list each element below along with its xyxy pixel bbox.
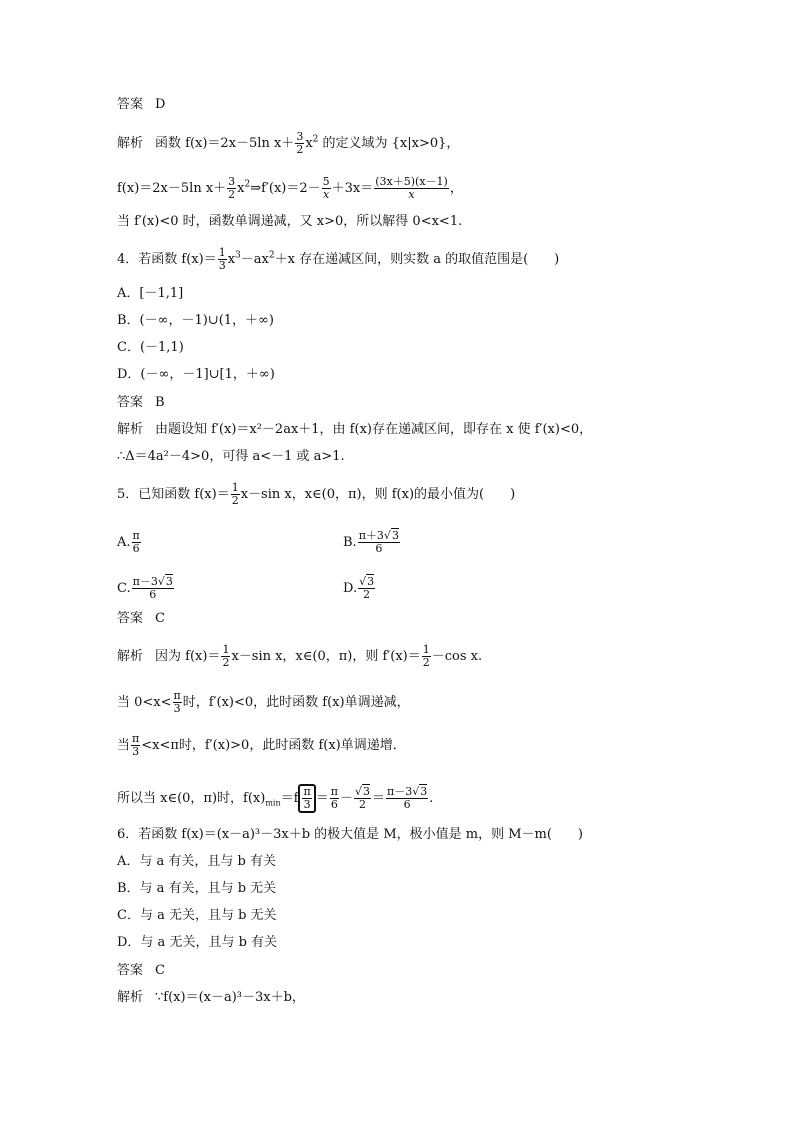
analysis-line-q6-1: [117, 989, 305, 1007]
text: －ax: [240, 252, 269, 267]
option-label: A.: [117, 535, 131, 550]
text: ＝: [315, 791, 329, 806]
answer-choice: C: [155, 963, 165, 978]
text: ＝: [371, 791, 385, 806]
numerator: π－3√3: [386, 785, 428, 798]
q4-option-a: A．[－1,1]: [117, 286, 184, 301]
answer-line-q3: [117, 96, 165, 114]
text: π＋3: [358, 529, 384, 542]
analysis-line-q3-1: 解析 函数 f(x)＝2x－5ln x＋ $\frac{3}{2}$ $x^2$ 的定义域为 {x|x>0}，: [117, 130, 460, 156]
answer-label: 答案: [117, 611, 144, 626]
fraction: [358, 530, 400, 555]
q5-option-b: [343, 530, 401, 555]
denominator: x: [408, 188, 415, 201]
text: 时，f′(x)<0，此时函数 f(x)单调递减，: [182, 695, 410, 710]
q6-option-c: C．与 a 无关，且与 b 无关: [117, 908, 277, 923]
q6-option-b: B．与 a 有关，且与 b 无关: [117, 881, 277, 896]
text: ∵f(x)＝(x－a)³－3x＋b，: [155, 990, 305, 1005]
denominator: 2: [363, 588, 371, 601]
question-6-stem: 6．若函数 f(x)＝(x－a)³－3x＋b 的极大值是 M，极小值是 m，则 M－m( ): [117, 827, 584, 842]
analysis-label: 解析: [117, 422, 144, 437]
subscript: min: [265, 798, 281, 808]
bracket: [298, 784, 315, 813]
text: 4．若函数 f(x)＝: [117, 252, 217, 267]
answer-line-q4: [117, 394, 165, 412]
fraction: [354, 786, 371, 811]
text: －cos x.: [431, 649, 483, 664]
text: ＋x 存在递减区间，则实数 a 的取值范围是( ): [274, 252, 560, 267]
denominator: 2: [222, 656, 230, 669]
answer-label: 答案: [117, 395, 144, 410]
numerator: π: [173, 689, 181, 702]
fraction: [374, 176, 449, 201]
answer-choice: D: [155, 97, 166, 112]
fraction: [173, 690, 182, 715]
text: <x<π时，f′(x)>0，此时函数 f(x)单调递增．: [141, 738, 406, 753]
fraction: [295, 131, 304, 156]
fraction: [231, 482, 240, 507]
q4-option-c: C．(－1,1): [117, 340, 184, 355]
numerator: π: [330, 785, 338, 798]
analysis-label: 解析: [117, 990, 144, 1005]
denominator: 3: [132, 745, 140, 758]
analysis-line-q3-2: f(x)＝2x－5ln x＋ $\frac{3}{2}$ $x^2\Rightarrow f'(x)=2-$ $\frac{5}{x}$ ＋3x＝ $\frac{(3x+5)(x-1)}{x}$ ，: [117, 175, 463, 201]
fraction: [386, 786, 428, 811]
text: x: [305, 136, 313, 151]
text: π－3: [132, 575, 158, 588]
text: x－sin x，x∈(0，π)，则 f′(x)＝: [231, 649, 421, 664]
option-label: D.: [343, 581, 358, 596]
analysis-label: 解析: [117, 136, 144, 151]
fraction: [322, 176, 331, 201]
numerator: (3x＋5)(x－1): [375, 175, 448, 188]
numerator: 1: [422, 643, 430, 656]
denominator: 3: [173, 702, 181, 715]
fraction: [358, 576, 375, 601]
q4-option-d: D．(－∞，－1]∪[1，＋∞): [117, 367, 275, 382]
fraction: [131, 733, 140, 758]
question-5-stem: [117, 482, 515, 507]
text: ⇒f′(x)＝2－: [250, 181, 321, 196]
analysis-line-q3-3: 当 f′(x)<0 时，函数单调递减，又 x>0，所以解得 0<x<1.: [117, 214, 463, 229]
text: ＋3x＝: [331, 181, 374, 196]
numerator: √3: [354, 785, 370, 798]
analysis-line-q5-2: [117, 690, 410, 715]
text: 所以当 x∈(0，π)时，f(x): [117, 791, 266, 806]
text: 由题设知 f′(x)＝x²－2ax＋1，由 f(x)存在递减区间，即存在 x 使 f′(x)<0，: [155, 422, 593, 437]
analysis-line-q5-1: [117, 644, 482, 669]
radicand: 3: [391, 529, 399, 542]
analysis-line-q4-2: ∴Δ＝4a²－4>0，可得 a<－1 或 a>1.: [117, 449, 345, 464]
fraction: [302, 786, 311, 811]
numerator: √3: [359, 575, 375, 588]
denominator: 2: [422, 656, 430, 669]
numerator: π－3√3: [132, 575, 173, 588]
text: x－sin x，x∈(0，π)，则 f(x)的最小值为( ): [240, 487, 516, 502]
denominator: 6: [149, 588, 157, 601]
numerator: π＋3√3: [358, 529, 399, 542]
numerator: 1: [218, 246, 226, 259]
analysis-line-q5-3: [117, 733, 406, 758]
denominator: 6: [403, 798, 411, 811]
answer-line-q6: [117, 962, 165, 980]
answer-line-q5: [117, 610, 165, 628]
denominator: 2: [231, 494, 239, 507]
answer-choice: B: [155, 395, 165, 410]
question-4-stem: 4．若函数 f(x)＝ $\frac{1}{3}$ $x^3-ax^2+x$ 存在递减区间，则实数 a 的取值范围是( ): [117, 246, 560, 272]
denominator: x: [323, 188, 330, 201]
analysis-line-q5-4: [117, 784, 433, 813]
text: ＝f: [280, 791, 299, 806]
fraction: [218, 247, 227, 272]
numerator: π: [132, 732, 140, 745]
answer-choice: C: [155, 611, 165, 626]
fraction: [132, 576, 174, 601]
q5-option-d: [343, 576, 376, 601]
numerator: π: [132, 529, 140, 542]
radicand: 3: [367, 575, 375, 588]
analysis-line-q4-1: [117, 421, 592, 439]
radicand: 3: [362, 785, 370, 798]
fraction: [132, 530, 141, 555]
denominator: 6: [330, 798, 338, 811]
text: 的定义域为 {x|x>0}，: [318, 136, 460, 151]
text: ，: [449, 181, 463, 196]
text: π－3: [386, 785, 413, 798]
numerator: 3: [228, 175, 236, 188]
text: .: [429, 791, 434, 806]
fraction: [422, 644, 431, 669]
text: 函数 f(x)＝2x－5ln x＋: [155, 136, 295, 151]
answer-label: 答案: [117, 963, 144, 978]
numerator: 3: [296, 130, 304, 143]
numerator: 1: [222, 643, 230, 656]
radicand: 3: [420, 785, 428, 798]
q4-option-b: B．(－∞，－1)∪(1，＋∞): [117, 313, 274, 328]
denominator: 2: [358, 798, 366, 811]
fraction: [227, 176, 236, 201]
text: x: [227, 252, 236, 267]
fraction: [221, 644, 230, 669]
answer-label: 答案: [117, 97, 144, 112]
q5-option-a: [117, 530, 142, 555]
denominator: 2: [228, 188, 236, 201]
numerator: π: [303, 785, 311, 798]
text: 当 0<x<: [117, 695, 172, 710]
q6-option-d: D．与 a 无关，且与 b 有关: [117, 935, 278, 950]
denominator: 6: [132, 542, 140, 555]
fraction: [330, 786, 339, 811]
q5-option-c: [117, 576, 175, 601]
denominator: 3: [303, 798, 311, 811]
denominator: 6: [375, 542, 383, 555]
text: 因为 f(x)＝: [155, 649, 221, 664]
analysis-label: 解析: [117, 649, 144, 664]
text: －: [339, 791, 353, 806]
denominator: 3: [218, 259, 226, 272]
option-label: B.: [343, 535, 357, 550]
numerator: 1: [231, 481, 239, 494]
numerator: 5: [322, 175, 330, 188]
q6-option-a: A．与 a 有关，且与 b 有关: [117, 854, 276, 869]
text: x: [237, 181, 245, 196]
radicand: 3: [165, 575, 173, 588]
option-label: C.: [117, 581, 131, 596]
text: f(x)＝2x－5ln x＋: [117, 181, 227, 196]
text: 5．已知函数 f(x)＝: [117, 487, 230, 502]
text: 当: [117, 738, 131, 753]
denominator: 2: [296, 143, 304, 156]
